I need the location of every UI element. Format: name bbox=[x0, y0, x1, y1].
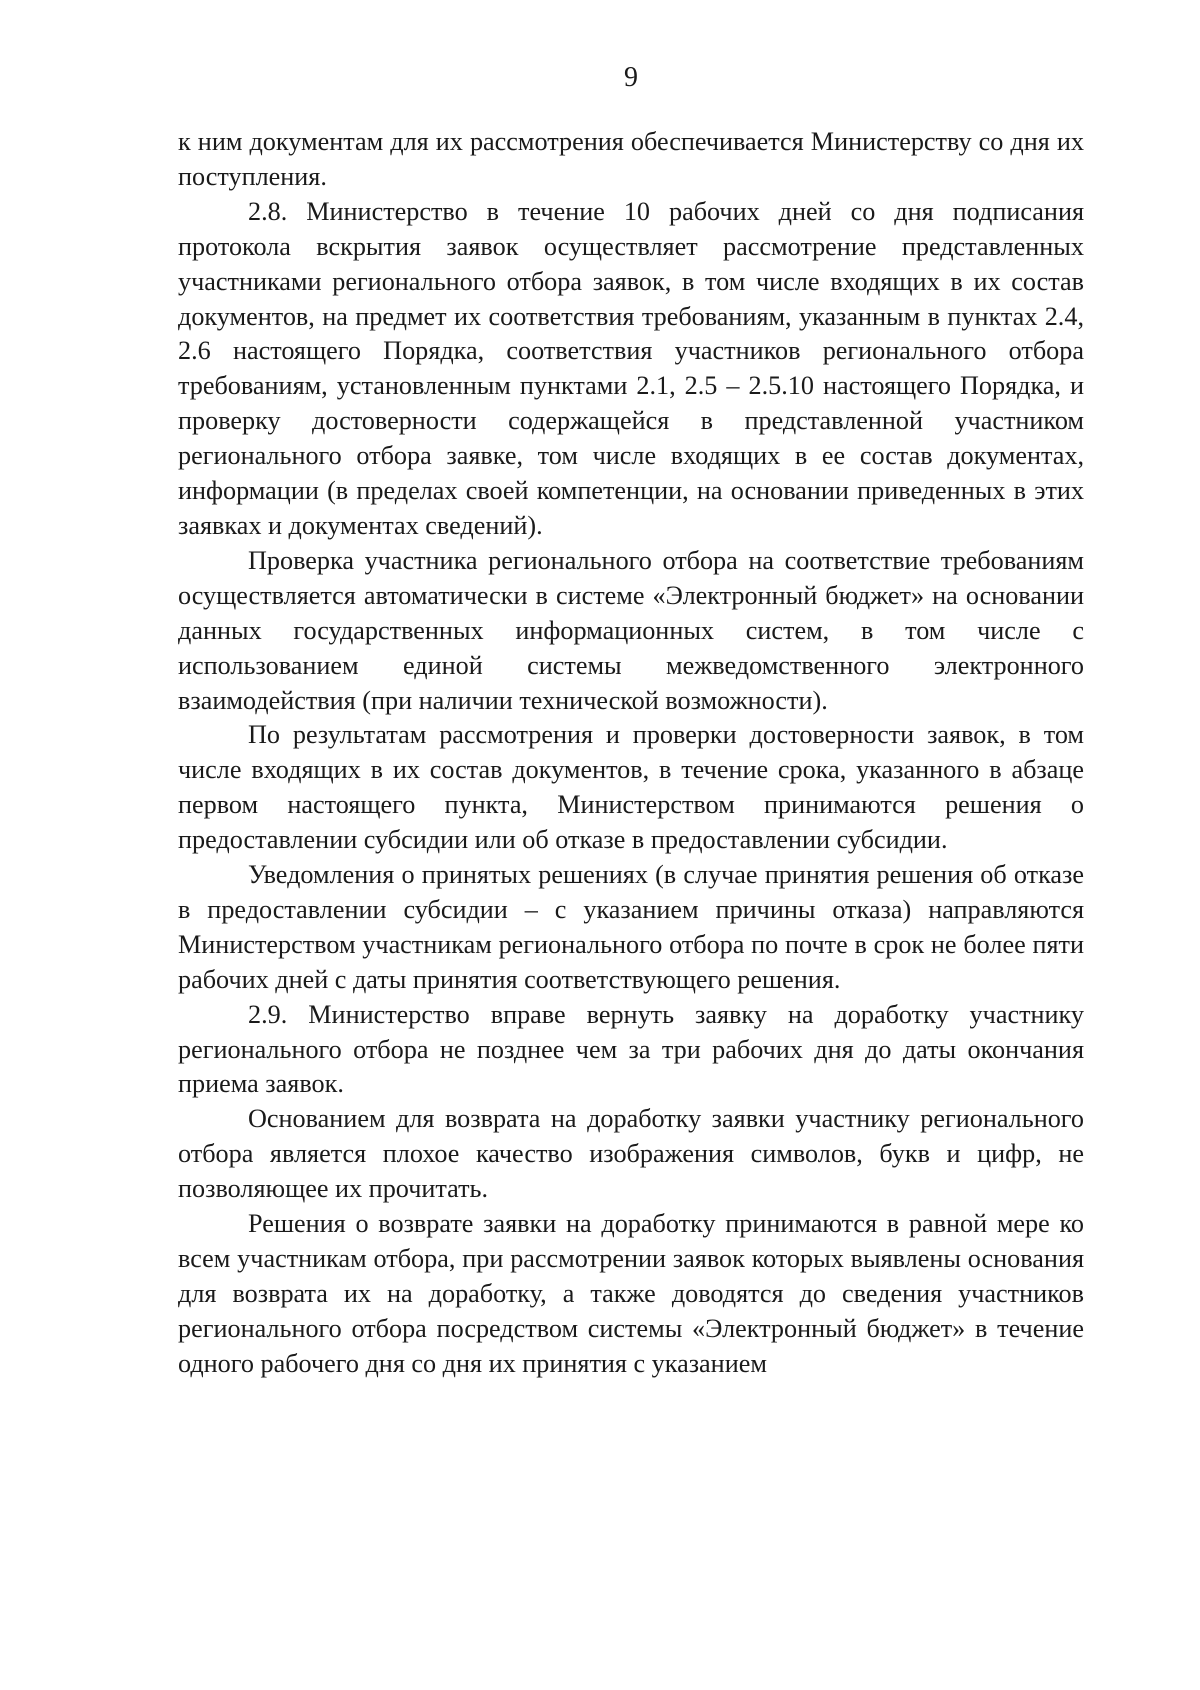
page-number: 9 bbox=[624, 62, 638, 93]
paragraph-return-grounds: Основанием для возврата на доработку заявки участнику регионального отбора является плохое качество изображения символов, букв и цифр, не позволяющее их прочитать. bbox=[178, 1104, 1084, 1204]
paragraph-continuation: к ним документам для их рассмотрения обеспечивается Министерству со дня их поступления. bbox=[178, 127, 1084, 191]
paragraph-notifications: Уведомления о принятых решениях (в случае принятия решения об отказе в предоставлении субсидии – с указанием причины отказа) направляются Министерством участникам регионального отбора по почте в срок не более пяти рабочих дней с даты принятия соответствующего решения. bbox=[178, 860, 1084, 994]
document-body bbox=[178, 125, 1084, 1382]
paragraph-review-results: По результатам рассмотрения и проверки достоверности заявок, в том числе входящих в их состав документов, в течение срока, указанного в абзаце первом настоящего пункта, Министерством принимаются решения о предоставлении субсидии или об отказе в предоставлении субсидии. bbox=[178, 720, 1084, 855]
paragraph-2-9: 2.9. Министерство вправе вернуть заявку на доработку участнику регионального отбора не позднее чем за три рабочих дня до даты окончания приема заявок. bbox=[178, 999, 1084, 1099]
paragraph-return-decisions: Решения о возврате заявки на доработку принимаются в равной мере ко всем участникам отбора, при рассмотрении заявок которых выявлены основания для возврата их на доработку, а также доводятся до сведения участников регионального отбора посредством системы «Электронный бюджет» в течение одного рабочего дня со дня их принятия с указанием bbox=[178, 1209, 1084, 1378]
paragraph-verification: Проверка участника регионального отбора на соответствие требованиям осуществляется автоматически в системе «Электронный бюджет» на основании данных государственных информационных систем, в том числе с использованием единой системы межведомственного электронного взаимодействия (при наличии технической возможности). bbox=[178, 545, 1084, 715]
paragraph-2-8: 2.8. Министерство в течение 10 рабочих дней со дня подписания протокола вскрытия заявок осуществляет рассмотрение представленных участниками регионального отбора заявок, в том числе входящих в их состав документов, на предмет их соответствия требованиям, указанным в пунктах 2.4, 2.6 настоящего Порядка, соответствия участников регионального отбора требованиям, установленным пунктами 2.1, 2.5 – 2.5.10 настоящего Порядка, и проверку достоверности содержащейся в представленной участником регионального отбора заявке, том числе входящих в ее состав документах, информации (в пределах своей компетенции, на основании приведенных в этих заявках и документах сведений). bbox=[178, 196, 1084, 540]
